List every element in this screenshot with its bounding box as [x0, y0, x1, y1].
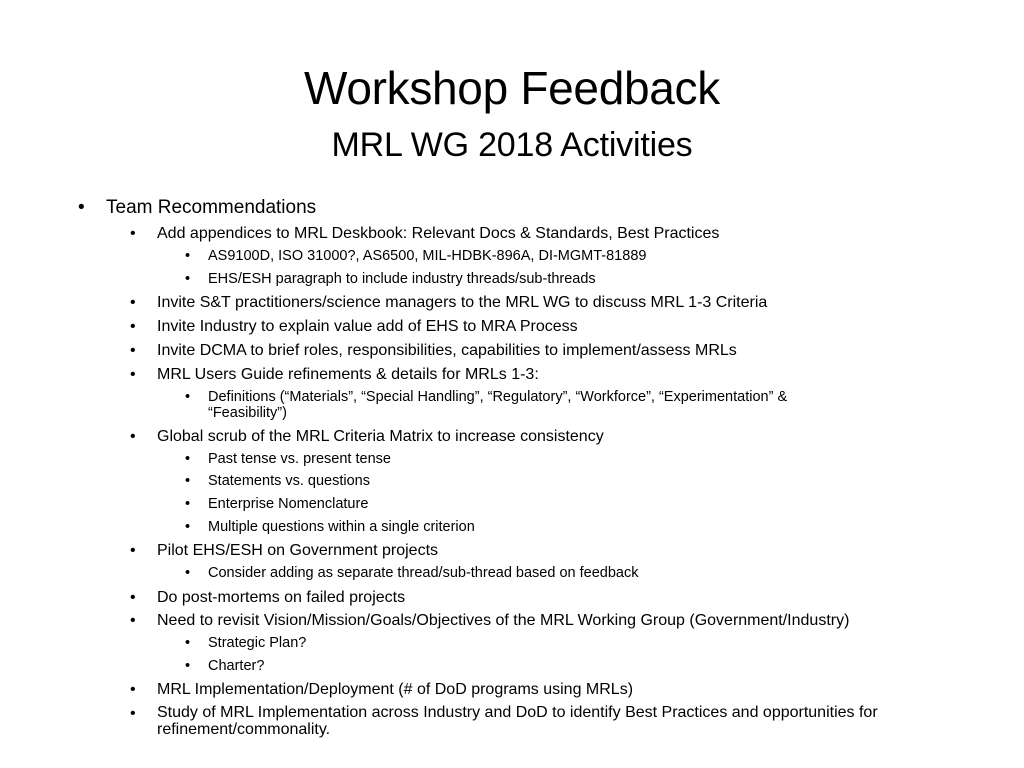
bullet: •: [185, 519, 191, 535]
list-item: [185, 635, 306, 652]
bullet: •: [185, 473, 191, 489]
list-item: [130, 224, 719, 244]
list-item: [185, 271, 596, 288]
list-item-text: Team Recommendations: [106, 197, 317, 218]
list-item: [130, 365, 539, 385]
list-item: [185, 496, 368, 513]
list-item-text: [157, 704, 878, 738]
bullet: •: [130, 612, 136, 629]
list-item-text: Invite DCMA to brief roles, responsibilities, capabilities to implement/assess MRLs: [157, 342, 737, 359]
list-item-text: Charter?: [208, 658, 265, 674]
list-item-text: Strategic Plan?: [208, 635, 307, 651]
list-item-text: MRL Implementation/Deployment (# of DoD programs using MRLs): [157, 681, 634, 698]
bullet: •: [130, 589, 136, 606]
bullet: •: [130, 342, 136, 359]
list-item-text: Add appendices to MRL Deskbook: Relevant Docs & Standards, Best Practices: [157, 225, 720, 242]
list-item-text: Invite S&T practitioners/science managers to the MRL WG to discuss MRL 1-3 Criteria: [157, 294, 768, 311]
bullet: •: [78, 197, 85, 218]
list-item: [185, 248, 646, 265]
list-item: [130, 293, 767, 313]
bullet: •: [130, 225, 136, 242]
list-item: [130, 317, 578, 337]
bullet: •: [185, 389, 191, 405]
list-item-text: Consider adding as separate thread/sub-thread based on feedback: [208, 565, 639, 581]
list-item-text: MRL Users Guide refinements & details for MRLs 1-3:: [157, 366, 539, 383]
bullet: •: [130, 681, 136, 698]
slide-title: Workshop Feedback: [304, 62, 720, 114]
bullet: •: [185, 565, 191, 581]
list-item: [130, 588, 405, 608]
list-item-text: Need to revisit Vision/Mission/Goals/Objectives of the MRL Working Group (Government/Industry): [157, 612, 850, 629]
list-item-line: “Feasibility”): [208, 405, 287, 421]
list-item-text: Multiple questions within a single criterion: [208, 519, 475, 535]
list-item: [130, 427, 604, 447]
bullet: •: [185, 635, 191, 651]
list-item: [185, 473, 370, 490]
list-item-text: Pilot EHS/ESH on Government projects: [157, 542, 439, 559]
list-item-text: Past tense vs. present tense: [208, 451, 391, 467]
slide-subtitle: MRL WG 2018 Activities: [331, 126, 693, 164]
list-item: [185, 658, 264, 675]
list-item-text: [208, 389, 787, 421]
list-item: [185, 519, 475, 536]
list-item-text: AS9100D, ISO 31000?, AS6500, MIL-HDBK-896A, DI-MGMT-81889: [208, 248, 647, 264]
list-item-text: Global scrub of the MRL Criteria Matrix to increase consistency: [157, 428, 604, 445]
list-item-line: Definitions (“Materials”, “Special Handling”, “Regulatory”, “Workforce”, “Experimentation” &: [208, 389, 788, 405]
bullet: •: [185, 496, 191, 512]
list-item-line: refinement/commonality.: [157, 721, 331, 738]
bullet: •: [130, 366, 136, 383]
list-item: [185, 565, 638, 582]
list-item: [78, 196, 316, 220]
bullet: •: [185, 451, 191, 467]
bullet: •: [185, 248, 191, 264]
list-item: [130, 541, 438, 561]
list-item-text: Invite Industry to explain value add of EHS to MRA Process: [157, 318, 578, 335]
list-item: [185, 389, 787, 421]
list-item-line: Study of MRL Implementation across Industry and DoD to identify Best Practices and opportunities for: [157, 704, 878, 721]
bullet: •: [130, 542, 136, 559]
bullet: •: [130, 428, 136, 445]
bullet: •: [130, 318, 136, 335]
list-item-text: Statements vs. questions: [208, 473, 370, 489]
list-item-text: Enterprise Nomenclature: [208, 496, 369, 512]
list-item-text: EHS/ESH paragraph to include industry threads/sub-threads: [208, 271, 596, 287]
bullet: •: [185, 271, 191, 287]
list-item: [130, 704, 878, 738]
bullet: •: [185, 658, 191, 674]
bullet: •: [130, 705, 136, 722]
list-item: [130, 680, 633, 700]
list-item: [130, 341, 737, 361]
list-item: [130, 611, 849, 631]
list-item: [185, 451, 391, 468]
list-item-text: Do post-mortems on failed projects: [157, 589, 406, 606]
bullet: •: [130, 294, 136, 311]
